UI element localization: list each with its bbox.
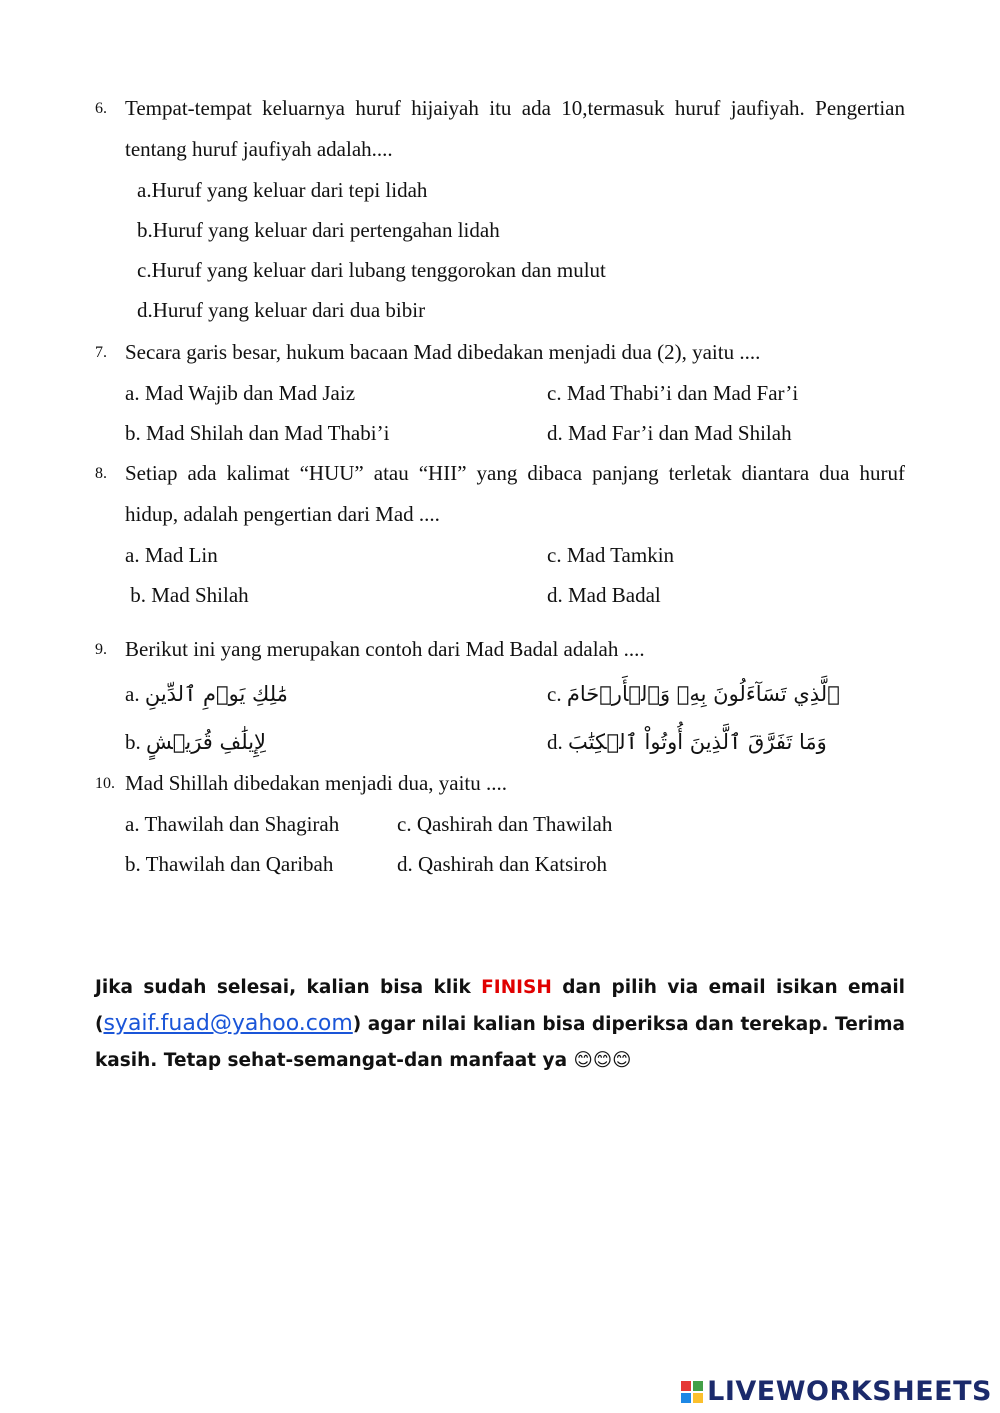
option-d: d. Qashirah dan Katsiroh <box>397 852 607 876</box>
options-list <box>125 170 905 330</box>
option-d: d. Mad Badal <box>547 583 661 607</box>
question-9 <box>95 629 905 766</box>
arabic-text: وَمَا تَفَرَّقَ ٱلَّذِينَ أُوتُواْ ٱلۡكِتَٰبَ <box>568 730 827 754</box>
option-label: d. <box>547 730 563 754</box>
option-label: a. <box>125 682 140 706</box>
question-10 <box>95 763 905 884</box>
brand-name: LIVEWORKSHEETS <box>707 1376 992 1407</box>
instructions-part-3: ) agar nilai kalian bisa diperiksa dan terekap. Terima kasih. Tetap sehat-semangat-dan manfaat ya <box>95 1014 905 1071</box>
option-a: a. Mad Lin <box>125 543 218 567</box>
arabic-text: مَٰلِكِ يَوۡمِ ٱلدِّينِ <box>144 682 288 706</box>
option-b <box>125 718 266 766</box>
option-c: c. Mad Thabi’i dan Mad Far’i <box>547 381 799 405</box>
option-c: c. Mad Tamkin <box>547 543 675 567</box>
question-text: Mad Shillah dibedakan menjadi dua, yaitu .... <box>125 771 507 795</box>
option-d <box>547 718 827 766</box>
arabic-text: لِإِيلَٰفِ قُرَيۡشٍ <box>146 730 267 754</box>
instructions-part-2: dan pilih via email isikan email ( <box>95 977 905 1035</box>
option-b: b. Mad Shilah <box>125 583 249 607</box>
option-d: d. Mad Far’i dan Mad Shilah <box>547 421 792 445</box>
logo-icon <box>681 1381 703 1403</box>
instructions-part-1: Jika sudah selesai, kalian bisa klik <box>95 977 482 998</box>
instructions-text <box>95 970 905 1079</box>
logo-square-yellow <box>693 1393 703 1403</box>
question-number: 6. <box>95 100 107 117</box>
question-text: Secara garis besar, hukum bacaan Mad dibedakan menjadi dua (2), yaitu .... <box>125 340 761 364</box>
option-b: b. Mad Shilah dan Mad Thabi’i <box>125 421 390 445</box>
options-grid <box>125 670 905 766</box>
option-b: b. Thawilah dan Qaribah <box>125 852 334 876</box>
question-number: 10. <box>95 775 115 792</box>
option-c: c. Qashirah dan Thawilah <box>397 812 613 836</box>
arabic-text: ٱلَّذِي تَسَآءَلُونَ بِهِۦ وَٱلۡأَرۡحَامَ <box>566 682 840 706</box>
question-7 <box>95 332 905 453</box>
logo-square-red <box>681 1381 691 1391</box>
finish-keyword: FINISH <box>481 977 552 998</box>
option-c: c.Huruf yang keluar dari lubang tenggorokan dan mulut <box>137 258 606 282</box>
option-a: a. Thawilah dan Shagirah <box>125 812 340 836</box>
option-d: d.Huruf yang keluar dari dua bibir <box>137 298 426 322</box>
smiley-icons: 😊😊😊 <box>573 1050 632 1071</box>
options-grid <box>125 373 905 453</box>
logo-square-blue <box>681 1393 691 1403</box>
question-8 <box>95 453 905 615</box>
question-text: Berikut ini yang merupakan contoh dari Mad Badal adalah .... <box>125 637 645 661</box>
question-text: Setiap ada kalimat “HUU” atau “HII” yang dibaca panjang terletak diantara dua huruf hidup, adalah pengertian dari Mad .... <box>125 461 905 526</box>
option-a: a.Huruf yang keluar dari tepi lidah <box>137 178 428 202</box>
option-b: b.Huruf yang keluar dari pertengahan lidah <box>137 218 500 242</box>
option-a: a. Mad Wajib dan Mad Jaiz <box>125 381 356 405</box>
question-number: 8. <box>95 465 107 482</box>
option-label: c. <box>547 682 562 706</box>
option-c <box>547 670 840 718</box>
option-a <box>125 670 288 718</box>
logo-square-green <box>693 1381 703 1391</box>
question-6 <box>95 88 905 330</box>
question-text: Tempat-tempat keluarnya huruf hijaiyah itu ada 10,termasuk huruf jaufiyah. Pengertian tentang huruf jaufiyah adalah.... <box>125 96 905 161</box>
question-number: 7. <box>95 344 107 361</box>
liveworksheets-logo <box>681 1376 992 1407</box>
email-link[interactable]: syaif.fuad@yahoo.com <box>103 1011 353 1036</box>
option-label: b. <box>125 730 141 754</box>
options-grid <box>125 804 905 884</box>
question-number: 9. <box>95 641 107 658</box>
options-grid <box>125 535 905 615</box>
